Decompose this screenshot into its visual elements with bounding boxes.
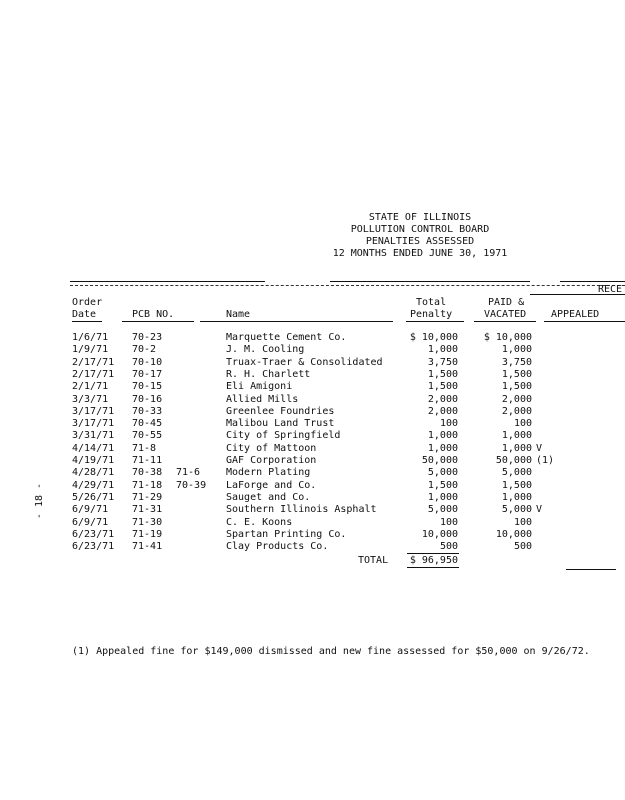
cell-pcb: 70-10	[132, 357, 163, 368]
cell-paid: 2,000	[501, 406, 532, 417]
header-penalty: Penalty	[410, 309, 453, 320]
title-board: POLLUTION CONTROL BOARD	[350, 224, 490, 235]
header-pcb: PCB NO.	[132, 309, 175, 320]
cell-date: 3/31/71	[72, 430, 115, 441]
cell-penalty: 5,000	[427, 504, 458, 515]
table-row	[0, 406, 625, 418]
cell-paid: 100	[513, 418, 532, 429]
footnote: (1) Appealed fine for $149,000 dismissed and new fine assessed for $50,000 on 9/26/72.	[72, 646, 590, 657]
cell-name: R. H. Charlett	[226, 369, 311, 380]
total-label: TOTAL	[358, 555, 389, 566]
cell-flag: V	[536, 504, 543, 515]
cell-name: Malibou Land Trust	[226, 418, 335, 429]
cell-date: 2/17/71	[72, 369, 115, 380]
header-date: Date	[72, 309, 97, 320]
cell-paid: 1,000	[501, 344, 532, 355]
cell-penalty: 1,500	[427, 381, 458, 392]
cell-pcb: 70-38	[132, 467, 163, 478]
cell-penalty: 1,500	[427, 480, 458, 491]
table-row	[0, 394, 625, 406]
cell-pcb: 71-11	[132, 455, 163, 466]
cell-penalty: 100	[439, 517, 458, 528]
header-total: Total	[416, 297, 447, 308]
cell-pcb: 70-17	[132, 369, 163, 380]
cell-date: 6/23/71	[72, 541, 115, 552]
cell-name: C. E. Koons	[226, 517, 293, 528]
top-rule-left	[70, 281, 265, 282]
cell-paid: 100	[513, 517, 532, 528]
cell-paid: 500	[513, 541, 532, 552]
cell-paid: 1,500	[501, 369, 532, 380]
header-name: Name	[226, 309, 251, 320]
top-rule-dashed	[70, 285, 625, 286]
header-order: Order	[72, 297, 103, 308]
cell-paid: 1,500	[501, 381, 532, 392]
cell-penalty: 2,000	[427, 394, 458, 405]
cell-penalty: 5,000	[427, 467, 458, 478]
page-number: - 18 -	[34, 482, 46, 520]
header-appealed: APPEALED	[551, 309, 600, 320]
cell-pcb: 70-55	[132, 430, 163, 441]
cell-paid: 1,500	[501, 480, 532, 491]
cell-pcb-secondary: 70-39	[176, 480, 207, 491]
right-margin-rule	[566, 569, 616, 570]
table-row	[0, 430, 625, 442]
table-row	[0, 467, 625, 479]
table-row	[0, 332, 625, 344]
title-state: STATE OF ILLINOIS	[368, 212, 472, 223]
cell-pcb: 70-33	[132, 406, 163, 417]
cell-date: 1/9/71	[72, 344, 109, 355]
underline-name	[200, 321, 393, 322]
cell-date: 6/9/71	[72, 504, 109, 515]
cell-name: GAF Corporation	[226, 455, 317, 466]
title-period: 12 MONTHS ENDED JUNE 30, 1971	[332, 248, 508, 259]
underline-date	[72, 321, 102, 322]
underline-vacated	[474, 321, 536, 322]
cell-name: Allied Mills	[226, 394, 299, 405]
table-row	[0, 517, 625, 529]
cell-penalty: $ 10,000	[409, 332, 458, 343]
cell-date: 4/29/71	[72, 480, 115, 491]
cell-date: 3/17/71	[72, 418, 115, 429]
title-report: PENALTIES ASSESSED	[365, 236, 475, 247]
cell-paid: 1,000	[501, 443, 532, 454]
cell-name: Modern Plating	[226, 467, 311, 478]
cell-paid: 5,000	[501, 467, 532, 478]
table-row	[0, 504, 625, 516]
cell-name: Sauget and Co.	[226, 492, 311, 503]
cell-date: 6/9/71	[72, 517, 109, 528]
table-row	[0, 455, 625, 467]
cell-paid: 3,750	[501, 357, 532, 368]
header-paid: PAID &	[488, 297, 525, 308]
cell-pcb: 71-18	[132, 480, 163, 491]
table-row	[0, 418, 625, 430]
cell-paid: 1,000	[501, 492, 532, 503]
cell-name: LaForge and Co.	[226, 480, 317, 491]
header-rece: RECE	[598, 284, 623, 295]
cell-name: Greenlee Foundries	[226, 406, 335, 417]
cell-name: City of Springfield	[226, 430, 341, 441]
cell-date: 4/14/71	[72, 443, 115, 454]
top-rule-right	[560, 281, 625, 282]
cell-date: 2/17/71	[72, 357, 115, 368]
underline-pcb	[122, 321, 194, 322]
cell-name: Truax-Traer & Consolidated	[226, 357, 383, 368]
cell-penalty: 1,000	[427, 344, 458, 355]
cell-date: 4/28/71	[72, 467, 115, 478]
cell-date: 4/19/71	[72, 455, 115, 466]
cell-paid: 1,000	[501, 430, 532, 441]
cell-pcb: 71-8	[132, 443, 157, 454]
cell-pcb: 70-23	[132, 332, 163, 343]
cell-paid: $ 10,000	[483, 332, 532, 343]
cell-penalty: 50,000	[421, 455, 458, 466]
cell-pcb: 71-19	[132, 529, 163, 540]
cell-penalty: 1,000	[427, 430, 458, 441]
underline-appealed	[544, 321, 625, 322]
cell-pcb: 71-30	[132, 517, 163, 528]
cell-pcb: 71-31	[132, 504, 163, 515]
table-row	[0, 357, 625, 369]
cell-name: Southern Illinois Asphalt	[226, 504, 377, 515]
cell-penalty: 10,000	[421, 529, 458, 540]
cell-pcb: 70-15	[132, 381, 163, 392]
total-value: $ 96,950	[409, 555, 458, 566]
cell-pcb-secondary: 71-6	[176, 467, 201, 478]
underline-penalty	[406, 321, 464, 322]
cell-date: 1/6/71	[72, 332, 109, 343]
cell-name: Clay Products Co.	[226, 541, 329, 552]
cell-penalty: 500	[439, 541, 458, 552]
cell-name: Marquette Cement Co.	[226, 332, 347, 343]
top-rule-mid	[330, 281, 530, 282]
table-row	[0, 443, 625, 455]
cell-penalty: 1,000	[427, 492, 458, 503]
table-row	[0, 492, 625, 504]
cell-penalty: 2,000	[427, 406, 458, 417]
cell-date: 3/17/71	[72, 406, 115, 417]
cell-penalty: 3,750	[427, 357, 458, 368]
cell-paid: 5,000	[501, 504, 532, 515]
cell-paid: 2,000	[501, 394, 532, 405]
cell-date: 2/1/71	[72, 381, 109, 392]
total-rule-top	[407, 553, 459, 554]
cell-pcb: 70-16	[132, 394, 163, 405]
cell-name: Spartan Printing Co.	[226, 529, 347, 540]
total-rule-bottom	[407, 567, 459, 568]
table-row	[0, 344, 625, 356]
cell-flag: V	[536, 443, 543, 454]
cell-name: Eli Amigoni	[226, 381, 293, 392]
cell-name: City of Mattoon	[226, 443, 317, 454]
cell-paid: 50,000	[495, 455, 532, 466]
cell-pcb: 70-2	[132, 344, 157, 355]
cell-pcb: 70-45	[132, 418, 163, 429]
cell-pcb: 71-29	[132, 492, 163, 503]
cell-pcb: 71-41	[132, 541, 163, 552]
table-row	[0, 369, 625, 381]
cell-date: 3/3/71	[72, 394, 109, 405]
cell-penalty: 1,500	[427, 369, 458, 380]
cell-penalty: 1,000	[427, 443, 458, 454]
cell-flag: (1)	[536, 455, 555, 466]
cell-date: 5/26/71	[72, 492, 115, 503]
table-row	[0, 529, 625, 541]
table-row	[0, 541, 625, 553]
cell-date: 6/23/71	[72, 529, 115, 540]
header-vacated: VACATED	[484, 309, 527, 320]
table-row	[0, 381, 625, 393]
cell-name: J. M. Cooling	[226, 344, 305, 355]
cell-paid: 10,000	[495, 529, 532, 540]
table-row	[0, 480, 625, 492]
cell-penalty: 100	[439, 418, 458, 429]
